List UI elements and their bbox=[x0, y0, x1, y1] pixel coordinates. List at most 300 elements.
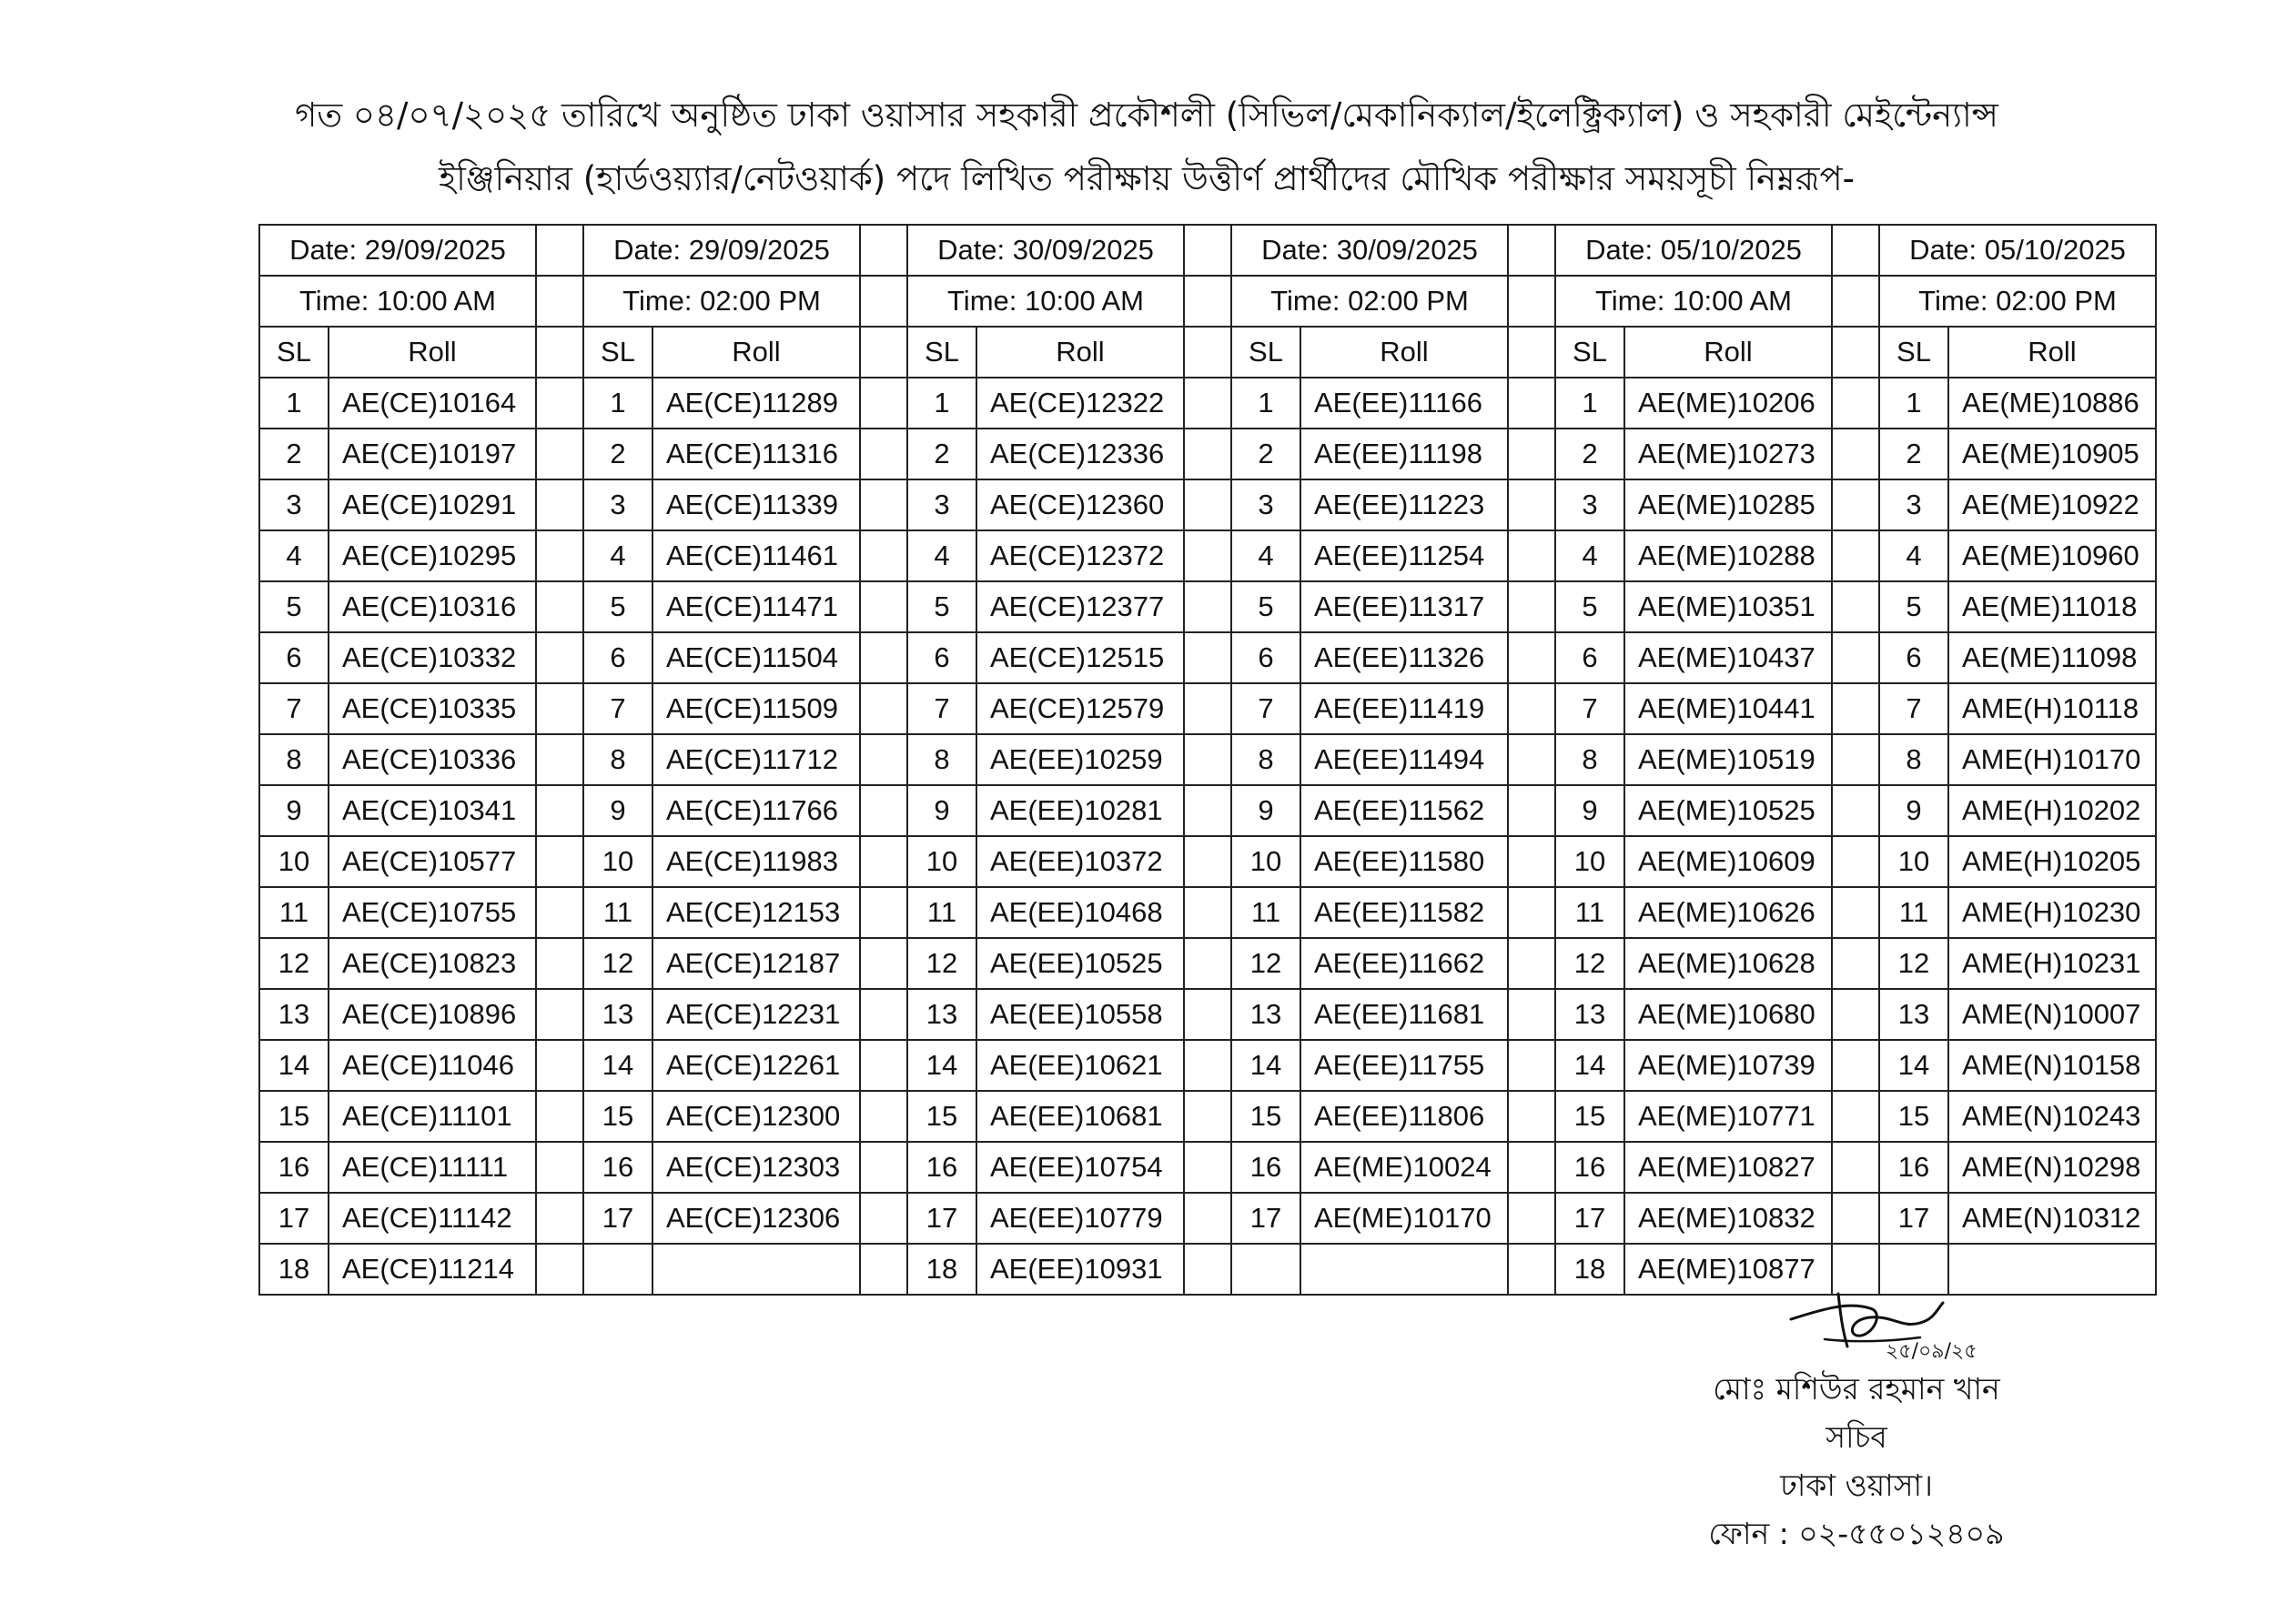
session-date: Date: 05/10/2025 bbox=[1879, 225, 2156, 276]
roll-cell: AE(CE)10577 bbox=[329, 836, 536, 887]
block-spacer bbox=[1508, 938, 1555, 989]
roll-cell: AE(EE)10372 bbox=[976, 836, 1184, 887]
serial-cell: 16 bbox=[583, 1142, 652, 1193]
serial-cell: 15 bbox=[1231, 1091, 1300, 1142]
block-spacer bbox=[536, 1142, 583, 1193]
roll-cell bbox=[652, 1244, 860, 1295]
block-spacer bbox=[1832, 276, 1879, 327]
serial-cell: 4 bbox=[907, 530, 976, 581]
table-row bbox=[259, 989, 2156, 1040]
roll-cell: AE(CE)12377 bbox=[976, 581, 1184, 632]
block-spacer bbox=[860, 225, 907, 276]
roll-cell: AE(CE)12322 bbox=[976, 378, 1184, 429]
heading-line-1: গত ০৪/০৭/২০২৫ তারিখে অনুষ্ঠিত ঢাকা ওয়াসার সহকারী প্রকৌশলী (সিভিল/মেকানিক্যাল/ইলেক্ট্রিক্যাল) ও সহকারী মেইন্টেন্যান্স bbox=[295, 96, 1998, 135]
serial-cell: 18 bbox=[259, 1244, 329, 1295]
serial-cell: 2 bbox=[1231, 429, 1300, 479]
roll-cell: AE(ME)11018 bbox=[1948, 581, 2156, 632]
roll-cell: AE(CE)10291 bbox=[329, 479, 536, 530]
table-row bbox=[259, 1091, 2156, 1142]
serial-cell: 6 bbox=[259, 632, 329, 683]
serial-cell: 3 bbox=[907, 479, 976, 530]
serial-cell: 14 bbox=[1231, 1040, 1300, 1091]
block-spacer bbox=[536, 1244, 583, 1295]
roll-cell: AE(EE)11494 bbox=[1300, 734, 1508, 785]
block-spacer bbox=[1184, 632, 1231, 683]
block-spacer bbox=[860, 581, 907, 632]
serial-cell: 5 bbox=[1231, 581, 1300, 632]
signatory-name: মোঃ মশিউর রহমান খান bbox=[1713, 1371, 2000, 1407]
session-time: Time: 02:00 PM bbox=[583, 276, 860, 327]
serial-cell: 8 bbox=[1879, 734, 1948, 785]
block-spacer bbox=[860, 1040, 907, 1091]
roll-cell: AE(CE)10332 bbox=[329, 632, 536, 683]
roll-cell: AE(CE)11101 bbox=[329, 1091, 536, 1142]
serial-cell: 9 bbox=[1555, 785, 1624, 836]
serial-cell: 16 bbox=[907, 1142, 976, 1193]
serial-cell: 10 bbox=[1231, 836, 1300, 887]
block-spacer bbox=[1184, 429, 1231, 479]
roll-cell: AE(CE)12187 bbox=[652, 938, 860, 989]
roll-cell: AE(CE)11766 bbox=[652, 785, 860, 836]
roll-cell: AE(CE)11509 bbox=[652, 683, 860, 734]
block-spacer bbox=[1184, 887, 1231, 938]
roll-cell: AE(ME)10680 bbox=[1624, 989, 1832, 1040]
block-spacer bbox=[536, 581, 583, 632]
serial-cell: 6 bbox=[1879, 632, 1948, 683]
session-time: Time: 10:00 AM bbox=[259, 276, 536, 327]
roll-cell: AE(ME)10960 bbox=[1948, 530, 2156, 581]
serial-cell: 8 bbox=[259, 734, 329, 785]
roll-cell: AE(CE)10335 bbox=[329, 683, 536, 734]
time-header-row bbox=[259, 276, 2156, 327]
serial-cell: 5 bbox=[907, 581, 976, 632]
roll-cell: AE(EE)10681 bbox=[976, 1091, 1184, 1142]
serial-cell: 15 bbox=[1879, 1091, 1948, 1142]
session-date: Date: 30/09/2025 bbox=[907, 225, 1184, 276]
serial-cell: 11 bbox=[1231, 887, 1300, 938]
serial-cell: 15 bbox=[907, 1091, 976, 1142]
roll-cell: AME(N)10243 bbox=[1948, 1091, 2156, 1142]
roll-cell: AE(EE)11662 bbox=[1300, 938, 1508, 989]
block-spacer bbox=[860, 327, 907, 378]
signatory-designation: সচিব bbox=[1826, 1419, 1887, 1455]
roll-cell bbox=[1300, 1244, 1508, 1295]
serial-cell: 10 bbox=[1879, 836, 1948, 887]
block-spacer bbox=[1832, 581, 1879, 632]
signatory-phone: ফোন : ০২-৫৫০১২৪০৯ bbox=[1708, 1516, 2005, 1551]
table-row bbox=[259, 683, 2156, 734]
table-row bbox=[259, 938, 2156, 989]
block-spacer bbox=[1832, 225, 1879, 276]
roll-cell: AE(ME)10170 bbox=[1300, 1193, 1508, 1244]
roll-cell: AE(CE)12153 bbox=[652, 887, 860, 938]
serial-cell: 17 bbox=[1231, 1193, 1300, 1244]
roll-cell: AME(N)10158 bbox=[1948, 1040, 2156, 1091]
roll-cell: AME(N)10298 bbox=[1948, 1142, 2156, 1193]
block-spacer bbox=[536, 734, 583, 785]
block-spacer bbox=[1184, 479, 1231, 530]
roll-column-header: Roll bbox=[1300, 327, 1508, 378]
roll-cell: AE(CE)11712 bbox=[652, 734, 860, 785]
block-spacer bbox=[536, 836, 583, 887]
block-spacer bbox=[860, 1244, 907, 1295]
serial-cell: 3 bbox=[1879, 479, 1948, 530]
roll-column-header: Roll bbox=[976, 327, 1184, 378]
roll-cell: AE(ME)10922 bbox=[1948, 479, 2156, 530]
serial-cell: 8 bbox=[907, 734, 976, 785]
roll-cell: AE(ME)10771 bbox=[1624, 1091, 1832, 1142]
roll-cell: AE(CE)11461 bbox=[652, 530, 860, 581]
roll-cell: AE(EE)10558 bbox=[976, 989, 1184, 1040]
table-row bbox=[259, 836, 2156, 887]
roll-cell: AE(CE)10164 bbox=[329, 378, 536, 429]
block-spacer bbox=[1508, 1193, 1555, 1244]
serial-cell: 4 bbox=[583, 530, 652, 581]
roll-cell: AME(H)10231 bbox=[1948, 938, 2156, 989]
roll-cell: AE(EE)10931 bbox=[976, 1244, 1184, 1295]
block-spacer bbox=[1508, 479, 1555, 530]
block-spacer bbox=[1508, 1142, 1555, 1193]
roll-cell: AME(H)10118 bbox=[1948, 683, 2156, 734]
serial-cell: 18 bbox=[907, 1244, 976, 1295]
roll-cell: AE(EE)11755 bbox=[1300, 1040, 1508, 1091]
table-row bbox=[259, 1193, 2156, 1244]
roll-cell: AE(CE)10295 bbox=[329, 530, 536, 581]
block-spacer bbox=[1832, 479, 1879, 530]
serial-cell: 10 bbox=[259, 836, 329, 887]
serial-cell: 8 bbox=[1555, 734, 1624, 785]
signature-date: ২৫/০৯/২৫ bbox=[1886, 1340, 1977, 1363]
serial-cell: 2 bbox=[907, 429, 976, 479]
serial-cell: 14 bbox=[583, 1040, 652, 1091]
roll-cell: AE(ME)10273 bbox=[1624, 429, 1832, 479]
block-spacer bbox=[536, 683, 583, 734]
roll-cell: AE(EE)10525 bbox=[976, 938, 1184, 989]
serial-cell: 11 bbox=[259, 887, 329, 938]
roll-cell: AE(ME)10437 bbox=[1624, 632, 1832, 683]
serial-cell: 7 bbox=[907, 683, 976, 734]
block-spacer bbox=[1184, 836, 1231, 887]
roll-cell: AE(EE)10259 bbox=[976, 734, 1184, 785]
serial-cell: 1 bbox=[1555, 378, 1624, 429]
block-spacer bbox=[1184, 327, 1231, 378]
serial-cell: 13 bbox=[259, 989, 329, 1040]
serial-cell: 17 bbox=[583, 1193, 652, 1244]
block-spacer bbox=[860, 1142, 907, 1193]
serial-cell: 2 bbox=[1879, 429, 1948, 479]
serial-cell: 13 bbox=[907, 989, 976, 1040]
table-row bbox=[259, 479, 2156, 530]
block-spacer bbox=[1508, 734, 1555, 785]
roll-cell: AE(EE)11681 bbox=[1300, 989, 1508, 1040]
block-spacer bbox=[536, 429, 583, 479]
block-spacer bbox=[1508, 1040, 1555, 1091]
block-spacer bbox=[1508, 327, 1555, 378]
roll-cell: AE(CE)12261 bbox=[652, 1040, 860, 1091]
block-spacer bbox=[1184, 734, 1231, 785]
block-spacer bbox=[1184, 1142, 1231, 1193]
table-row bbox=[259, 785, 2156, 836]
sl-column-header: SL bbox=[583, 327, 652, 378]
roll-cell: AE(CE)12336 bbox=[976, 429, 1184, 479]
serial-cell: 1 bbox=[1231, 378, 1300, 429]
table-row bbox=[259, 1040, 2156, 1091]
serial-cell: 12 bbox=[259, 938, 329, 989]
serial-cell: 7 bbox=[1231, 683, 1300, 734]
block-spacer bbox=[1184, 1193, 1231, 1244]
serial-cell: 8 bbox=[1231, 734, 1300, 785]
roll-column-header: Roll bbox=[652, 327, 860, 378]
block-spacer bbox=[860, 429, 907, 479]
roll-cell: AE(ME)10886 bbox=[1948, 378, 2156, 429]
serial-cell: 9 bbox=[583, 785, 652, 836]
roll-column-header: Roll bbox=[1624, 327, 1832, 378]
column-header-row bbox=[259, 327, 2156, 378]
session-time: Time: 10:00 AM bbox=[1555, 276, 1832, 327]
serial-cell: 12 bbox=[907, 938, 976, 989]
roll-cell: AE(ME)10905 bbox=[1948, 429, 2156, 479]
roll-cell: AE(CE)12231 bbox=[652, 989, 860, 1040]
serial-cell: 2 bbox=[1555, 429, 1624, 479]
block-spacer bbox=[860, 683, 907, 734]
block-spacer bbox=[536, 276, 583, 327]
block-spacer bbox=[1832, 989, 1879, 1040]
block-spacer bbox=[536, 530, 583, 581]
serial-cell: 5 bbox=[259, 581, 329, 632]
roll-cell: AE(EE)11419 bbox=[1300, 683, 1508, 734]
session-date: Date: 29/09/2025 bbox=[259, 225, 536, 276]
block-spacer bbox=[860, 479, 907, 530]
roll-cell: AE(EE)10281 bbox=[976, 785, 1184, 836]
roll-cell: AE(CE)10336 bbox=[329, 734, 536, 785]
serial-cell: 17 bbox=[1879, 1193, 1948, 1244]
roll-cell: AE(ME)10288 bbox=[1624, 530, 1832, 581]
block-spacer bbox=[1508, 530, 1555, 581]
roll-column-header: Roll bbox=[329, 327, 536, 378]
roll-cell: AE(ME)10206 bbox=[1624, 378, 1832, 429]
serial-cell: 17 bbox=[1555, 1193, 1624, 1244]
roll-cell: AE(CE)11142 bbox=[329, 1193, 536, 1244]
block-spacer bbox=[1832, 887, 1879, 938]
serial-cell: 6 bbox=[907, 632, 976, 683]
roll-cell: AE(EE)11580 bbox=[1300, 836, 1508, 887]
block-spacer bbox=[1832, 378, 1879, 429]
viva-schedule-table bbox=[258, 224, 2157, 1296]
notice-heading bbox=[109, 84, 2184, 211]
block-spacer bbox=[1832, 1040, 1879, 1091]
serial-cell: 13 bbox=[1555, 989, 1624, 1040]
block-spacer bbox=[536, 327, 583, 378]
serial-cell: 5 bbox=[583, 581, 652, 632]
table-row bbox=[259, 378, 2156, 429]
serial-cell: 16 bbox=[259, 1142, 329, 1193]
block-spacer bbox=[860, 836, 907, 887]
roll-cell: AE(ME)10609 bbox=[1624, 836, 1832, 887]
roll-cell: AE(EE)11582 bbox=[1300, 887, 1508, 938]
sl-column-header: SL bbox=[1231, 327, 1300, 378]
serial-cell: 8 bbox=[583, 734, 652, 785]
roll-cell: AE(CE)11339 bbox=[652, 479, 860, 530]
serial-cell: 3 bbox=[1231, 479, 1300, 530]
block-spacer bbox=[1184, 378, 1231, 429]
serial-cell: 1 bbox=[583, 378, 652, 429]
serial-cell: 11 bbox=[1879, 887, 1948, 938]
roll-cell: AE(CE)12515 bbox=[976, 632, 1184, 683]
roll-column-header: Roll bbox=[1948, 327, 2156, 378]
block-spacer bbox=[536, 887, 583, 938]
serial-cell: 15 bbox=[1555, 1091, 1624, 1142]
block-spacer bbox=[536, 1040, 583, 1091]
serial-cell: 16 bbox=[1879, 1142, 1948, 1193]
block-spacer bbox=[536, 785, 583, 836]
block-spacer bbox=[536, 225, 583, 276]
signatory-block bbox=[1602, 1365, 2111, 1558]
roll-cell: AE(CE)12303 bbox=[652, 1142, 860, 1193]
roll-cell: AE(ME)10024 bbox=[1300, 1142, 1508, 1193]
serial-cell: 6 bbox=[583, 632, 652, 683]
block-spacer bbox=[860, 1091, 907, 1142]
serial-cell: 18 bbox=[1555, 1244, 1624, 1295]
block-spacer bbox=[1184, 530, 1231, 581]
serial-cell: 14 bbox=[259, 1040, 329, 1091]
serial-cell: 4 bbox=[1879, 530, 1948, 581]
serial-cell: 1 bbox=[907, 378, 976, 429]
block-spacer bbox=[1184, 785, 1231, 836]
block-spacer bbox=[1184, 581, 1231, 632]
table-row bbox=[259, 530, 2156, 581]
serial-cell: 15 bbox=[259, 1091, 329, 1142]
block-spacer bbox=[860, 887, 907, 938]
roll-cell: AE(ME)10626 bbox=[1624, 887, 1832, 938]
roll-cell: AME(H)10205 bbox=[1948, 836, 2156, 887]
roll-cell: AE(CE)12360 bbox=[976, 479, 1184, 530]
block-spacer bbox=[1832, 683, 1879, 734]
sl-column-header: SL bbox=[907, 327, 976, 378]
block-spacer bbox=[1184, 1244, 1231, 1295]
block-spacer bbox=[1832, 632, 1879, 683]
roll-cell: AE(ME)10351 bbox=[1624, 581, 1832, 632]
block-spacer bbox=[1832, 530, 1879, 581]
roll-cell: AE(CE)12372 bbox=[976, 530, 1184, 581]
signatory-organization: ঢাকা ওয়াসা। bbox=[1780, 1468, 1933, 1503]
roll-cell: AE(EE)11326 bbox=[1300, 632, 1508, 683]
sl-column-header: SL bbox=[1879, 327, 1948, 378]
block-spacer bbox=[1832, 327, 1879, 378]
serial-cell: 9 bbox=[259, 785, 329, 836]
block-spacer bbox=[1508, 887, 1555, 938]
block-spacer bbox=[1508, 429, 1555, 479]
roll-cell: AE(ME)10739 bbox=[1624, 1040, 1832, 1091]
roll-cell: AE(CE)10197 bbox=[329, 429, 536, 479]
session-date: Date: 29/09/2025 bbox=[583, 225, 860, 276]
block-spacer bbox=[1832, 1193, 1879, 1244]
serial-cell: 17 bbox=[259, 1193, 329, 1244]
sl-column-header: SL bbox=[1555, 327, 1624, 378]
roll-cell: AE(CE)11983 bbox=[652, 836, 860, 887]
block-spacer bbox=[860, 530, 907, 581]
session-date: Date: 05/10/2025 bbox=[1555, 225, 1832, 276]
block-spacer bbox=[1832, 785, 1879, 836]
session-time: Time: 10:00 AM bbox=[907, 276, 1184, 327]
serial-cell: 10 bbox=[907, 836, 976, 887]
date-header-row bbox=[259, 225, 2156, 276]
block-spacer bbox=[860, 632, 907, 683]
roll-cell: AE(ME)10827 bbox=[1624, 1142, 1832, 1193]
block-spacer bbox=[1832, 1091, 1879, 1142]
block-spacer bbox=[1508, 225, 1555, 276]
serial-cell: 7 bbox=[259, 683, 329, 734]
serial-cell: 16 bbox=[1231, 1142, 1300, 1193]
serial-cell: 16 bbox=[1555, 1142, 1624, 1193]
roll-cell: AE(ME)10519 bbox=[1624, 734, 1832, 785]
block-spacer bbox=[1832, 836, 1879, 887]
block-spacer bbox=[1508, 378, 1555, 429]
block-spacer bbox=[1508, 1091, 1555, 1142]
serial-cell: 11 bbox=[583, 887, 652, 938]
block-spacer bbox=[1508, 989, 1555, 1040]
serial-cell: 9 bbox=[907, 785, 976, 836]
serial-cell: 1 bbox=[1879, 378, 1948, 429]
table-row bbox=[259, 1142, 2156, 1193]
roll-cell: AE(EE)10754 bbox=[976, 1142, 1184, 1193]
serial-cell: 3 bbox=[259, 479, 329, 530]
roll-cell: AE(CE)12306 bbox=[652, 1193, 860, 1244]
block-spacer bbox=[1508, 632, 1555, 683]
session-time: Time: 02:00 PM bbox=[1231, 276, 1508, 327]
serial-cell: 15 bbox=[583, 1091, 652, 1142]
block-spacer bbox=[1832, 938, 1879, 989]
serial-cell: 12 bbox=[1555, 938, 1624, 989]
roll-cell: AE(EE)10779 bbox=[976, 1193, 1184, 1244]
serial-cell: 6 bbox=[1555, 632, 1624, 683]
roll-cell: AME(N)10007 bbox=[1948, 989, 2156, 1040]
serial-cell: 12 bbox=[1231, 938, 1300, 989]
block-spacer bbox=[536, 378, 583, 429]
roll-cell: AE(CE)11214 bbox=[329, 1244, 536, 1295]
block-spacer bbox=[1184, 276, 1231, 327]
serial-cell: 4 bbox=[1231, 530, 1300, 581]
serial-cell: 7 bbox=[1879, 683, 1948, 734]
roll-cell: AE(EE)11166 bbox=[1300, 378, 1508, 429]
serial-cell: 7 bbox=[1555, 683, 1624, 734]
serial-cell: 5 bbox=[1555, 581, 1624, 632]
roll-cell: AE(CE)11316 bbox=[652, 429, 860, 479]
table-row bbox=[259, 887, 2156, 938]
serial-cell: 11 bbox=[907, 887, 976, 938]
heading-line-2: ইঞ্জিনিয়ার (হার্ডওয়্যার/নেটওয়ার্ক) পদে লিখিত পরীক্ষায় উত্তীর্ণ প্রার্থীদের মৌখিক পরীক্ষার সময়সূচী নিম্নরূপ- bbox=[439, 159, 1855, 198]
serial-cell: 13 bbox=[1879, 989, 1948, 1040]
roll-cell: AE(CE)10896 bbox=[329, 989, 536, 1040]
signature-scribble bbox=[1784, 1283, 1984, 1365]
roll-cell: AME(N)10312 bbox=[1948, 1193, 2156, 1244]
roll-cell: AE(CE)11111 bbox=[329, 1142, 536, 1193]
block-spacer bbox=[1508, 1244, 1555, 1295]
serial-cell: 6 bbox=[1231, 632, 1300, 683]
block-spacer bbox=[1184, 989, 1231, 1040]
block-spacer bbox=[1508, 683, 1555, 734]
serial-cell: 14 bbox=[1555, 1040, 1624, 1091]
roll-cell: AE(CE)10316 bbox=[329, 581, 536, 632]
serial-cell: 9 bbox=[1231, 785, 1300, 836]
serial-cell: 3 bbox=[1555, 479, 1624, 530]
block-spacer bbox=[1832, 734, 1879, 785]
roll-cell: AE(CE)12300 bbox=[652, 1091, 860, 1142]
block-spacer bbox=[860, 378, 907, 429]
serial-cell: 1 bbox=[259, 378, 329, 429]
serial-cell: 10 bbox=[583, 836, 652, 887]
block-spacer bbox=[536, 1193, 583, 1244]
block-spacer bbox=[1832, 1142, 1879, 1193]
